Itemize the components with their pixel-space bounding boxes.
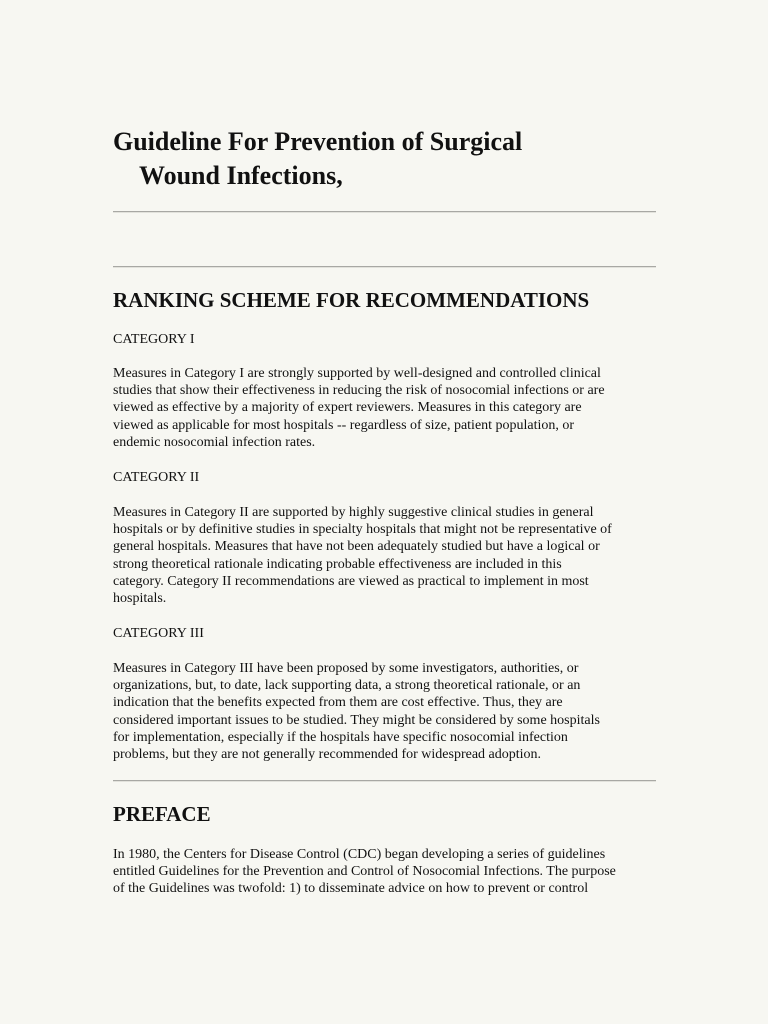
horizontal-rule	[113, 780, 656, 782]
horizontal-rule	[113, 266, 656, 268]
paragraph-line: for implementation, especially if the hospitals have specific nosocomial infection	[113, 729, 568, 745]
category-paragraph	[113, 504, 653, 607]
category-paragraph	[113, 365, 653, 451]
paragraph-line: category. Category II recommendations are viewed as practical to implement in most	[113, 573, 589, 589]
paragraph-line: indication that the benefits expected from them are cost effective. Thus, they are	[113, 695, 563, 711]
horizontal-rule	[113, 211, 656, 213]
paragraph-line: Measures in Category II are supported by highly suggestive clinical studies in general	[113, 505, 594, 520]
title-line: Wound Infections,	[139, 161, 343, 190]
category-label: CATEGORY II	[113, 470, 200, 485]
paragraph-line: strong theoretical rationale indicating probable effectiveness are included in this	[113, 556, 562, 572]
category-label: CATEGORY III	[113, 626, 204, 641]
document-title	[113, 125, 658, 193]
paragraph-line: viewed as effective by a majority of expert reviewers. Measures in this category are	[113, 400, 582, 416]
paragraph-line: hospitals.	[113, 591, 167, 607]
preface-paragraph	[113, 846, 653, 898]
paragraph-line: problems, but they are not generally recommended for widespread adoption.	[113, 747, 542, 763]
ranking-heading: RANKING SCHEME FOR RECOMMENDATIONS	[113, 288, 590, 312]
paragraph-line: studies that show their effectiveness in reducing the risk of nosocomial infections or are	[113, 383, 605, 399]
title-line: Guideline For Prevention of Surgical	[113, 127, 523, 156]
paragraph-line: hospitals or by definitive studies in specialty hospitals that might not be representative of	[113, 522, 612, 538]
paragraph-line: considered important issues to be studied. They might be considered by some hospitals	[113, 712, 600, 728]
paragraph-line: Measures in Category III have been proposed by some investigators, authorities, or	[113, 661, 579, 676]
paragraph-line: Measures in Category I are strongly supported by well-designed and controlled clinical	[113, 366, 601, 381]
category-label: CATEGORY I	[113, 332, 195, 347]
paragraph-line: In 1980, the Centers for Disease Control (CDC) began developing a series of guidelines	[113, 847, 606, 862]
paragraph-line: viewed as applicable for most hospitals -- regardless of size, patient population, or	[113, 417, 575, 433]
paragraph-line: of the Guidelines was twofold: 1) to disseminate advice on how to prevent or control	[113, 881, 589, 897]
paragraph-line: entitled Guidelines for the Prevention and Control of Nosocomial Infections. The purpose	[113, 864, 616, 880]
category-paragraph	[113, 660, 653, 763]
preface-heading: PREFACE	[113, 802, 211, 826]
paragraph-line: organizations, but, to date, lack supporting data, a strong theoretical rationale, or an	[113, 678, 581, 694]
paragraph-line: endemic nosocomial infection rates.	[113, 434, 316, 450]
paragraph-line: general hospitals. Measures that have not been adequately studied but have a logical or	[113, 539, 600, 555]
